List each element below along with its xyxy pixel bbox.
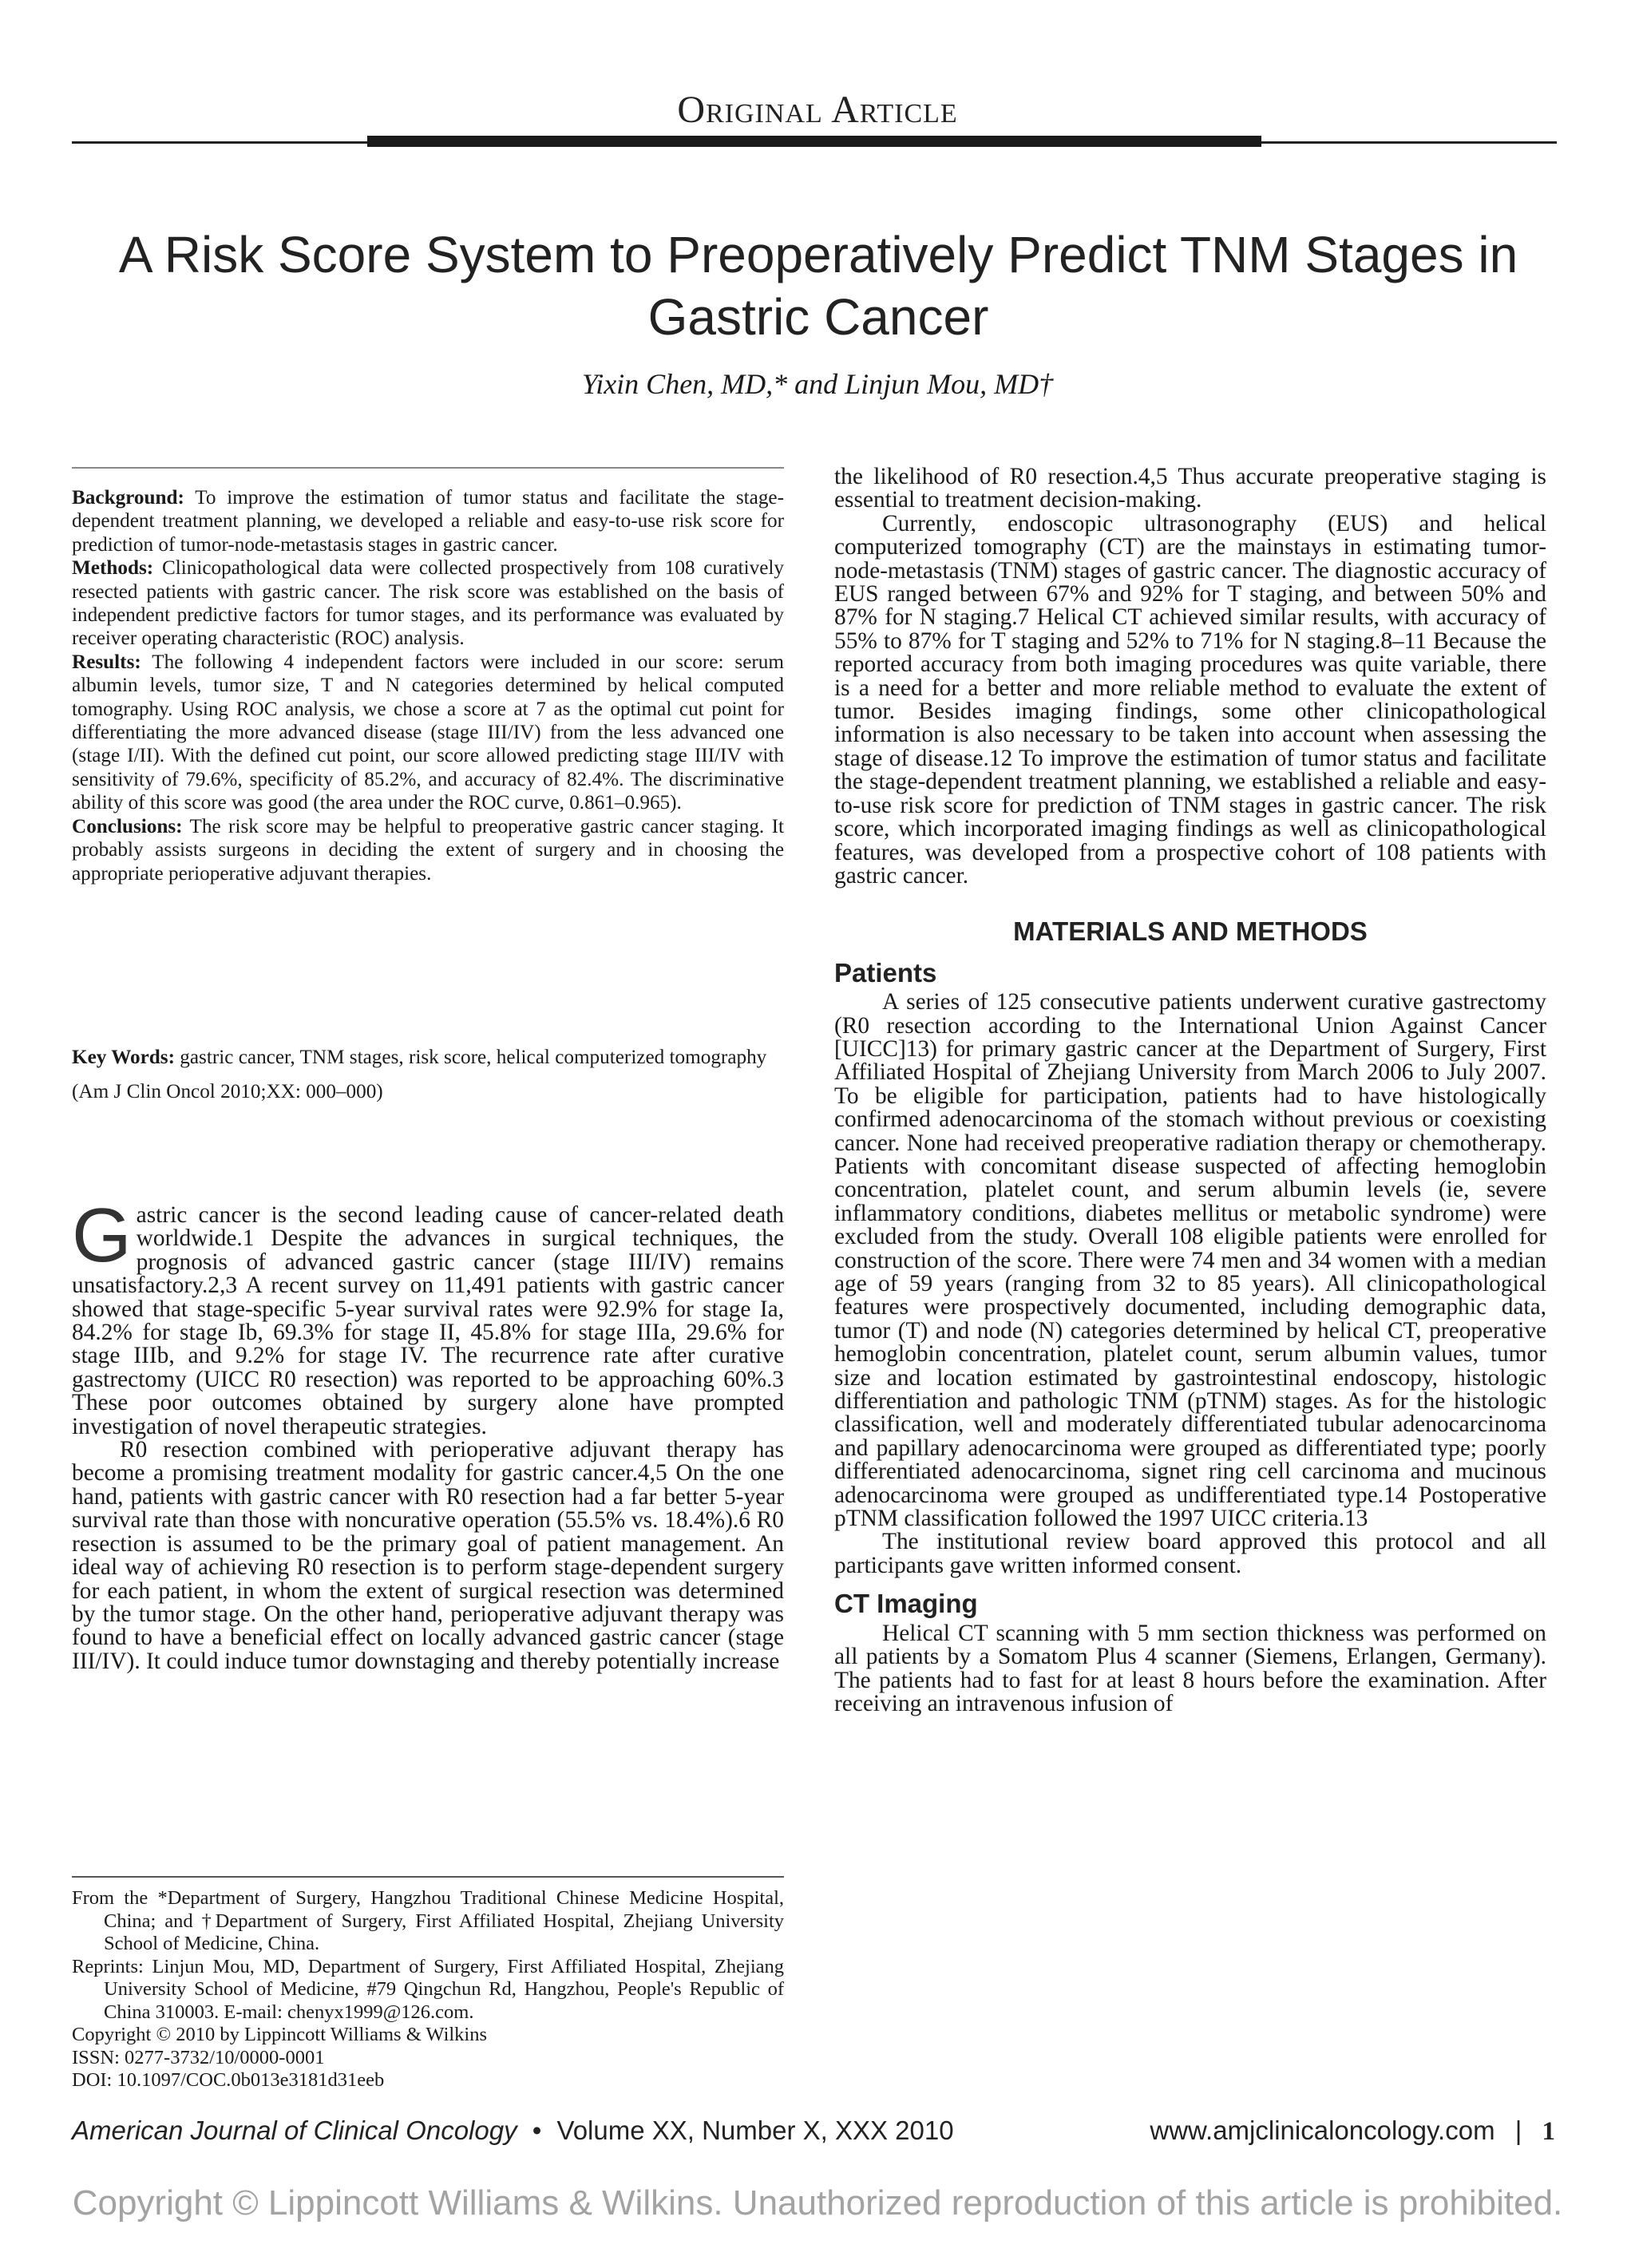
- footnotes: [72, 1876, 784, 2092]
- patients-paragraph: A series of 125 consecutive patients underwent curative gastrectomy (R0 resection according to the International Union Against Cancer [UICC]13) for primary gastric cancer at the Department of Surgery, First Affiliated Hospital of Zhejiang University from March 2006 to July 2007. To be eligible for participation, patients had to have histologically confirmed adenocarcinoma of the stomach without previous or coexisting cancer. None had received preoperative radiation therapy or chemotherapy. Patients with concomitant disease suspected of affecting hemoglobin concentration, platelet count, and serum albumin levels (ie, severe inflammatory conditions, diabetes mellitus or metabolic syndrome) were excluded from the study. Overall 108 eligible patients were enrolled for construction of the score. There were 74 men and 34 women with a median age of 59 years (ranging from 32 to 85 years). All clinicopathological features were prospectively documented, including demographic data, tumor (T) and node (N) categories determined by helical CT, preoperative hemoglobin concentration, platelet count, serum albumin values, tumor size and location estimated by gastrointestinal endoscopy, histologic differentiation and pathologic TNM (pTNM) stages. As for the histologic classification, well and moderately differentiated tubular adenocarcinoma and papillary adenocarcinoma were grouped as differentiated type; poorly differentiated adenocarcinoma, signet ring cell carcinoma and mucinous adenocarcinoma were grouped as undifferentiated type.14 Postoperative pTNM classification followed the 1997 UICC criteria.13: [834, 989, 1546, 1532]
- abstract: [72, 467, 784, 885]
- methods-heading: MATERIALS AND METHODS: [1013, 916, 1368, 947]
- footer-separator: |: [1514, 2116, 1522, 2145]
- irb-paragraph: The institutional review board approved this protocol and all participants gave written informed consent.: [834, 1529, 1546, 1578]
- footer-right: [1150, 2116, 1555, 2147]
- page-number: 1: [1542, 2117, 1555, 2146]
- ct-paragraph: Helical CT scanning with 5 mm section thickness was performed on all patients by a Somatom Plus 4 scanner (Siemens, Erlangen, Germany). The patients had to fast for at least 8 hours before the examination. After receiving an intravenous infusion of: [834, 1620, 1546, 1716]
- keywords: [72, 1046, 784, 1069]
- intro-text-1: astric cancer is the second leading cause of cancer-related death worldwide.1 Despite the advances in surgical techniques, the prognosis of advanced gastric cancer (stage III/IV) remains unsatisfactory.2,3 A recent survey on 11,491 patients with gastric cancer showed that stage-specific 5-year survival rates were 92.9% for stage Ia, 84.2% for stage Ib, 69.3% for stage II, 45.8% for stage IIIa, 29.6% for stage IIIb, and 9.2% for stage IV. The recurrence rate after curative gastrectomy (UICC R0 resection) was reported to be approaching 60%.3 These poor outcomes obtained by surgery alone have prompted investigation of novel therapeutic strategies.: [72, 1202, 784, 1439]
- conclusions-text: The risk score may be helpful to preoperative gastric cancer staging. It probably assists surgeons in deciding the extent of surgery and in choosing the appropriate perioperative adjuvant therapies.: [72, 815, 784, 885]
- results-label: Results:: [72, 651, 141, 673]
- journal-url[interactable]: www.amjclinicaloncology.com: [1150, 2116, 1495, 2145]
- patients-heading: Patients: [834, 957, 937, 988]
- footer-bullet: •: [532, 2116, 542, 2145]
- footnote-affiliation: From the *Department of Surgery, Hangzhou Traditional Chinese Medicine Hospital, China; and †Department of Surgery, First Affiliated Hospital, Zhejiang University School of Medicine, China.: [72, 1887, 784, 1954]
- article-title: A Risk Score System to Preoperatively Predict TNM Stages in Gastric Cancer: [118, 226, 1518, 346]
- footnote-copyright: Copyright © 2010 by Lippincott Williams & Wilkins: [72, 2024, 488, 2045]
- citation: (Am J Clin Oncol 2010;XX: 000–000): [72, 1081, 383, 1103]
- methods-label: Methods:: [72, 557, 154, 580]
- copyright-watermark: Copyright © Lippincott Williams & Wilkins. Unauthorized reproduction of this article is prohibited.: [72, 2183, 1563, 2222]
- abstract-background: [72, 486, 784, 556]
- drop-cap: G: [72, 1193, 132, 1278]
- intro-paragraph-current: Currently, endoscopic ultrasonography (EUS) and helical computerized tomography (CT) are the mainstays in estimating tumor-node-metastasis (TNM) stages of gastric cancer. The diagnostic accuracy of EUS ranged between 67% and 92% for T staging, and between 50% and 87% for N staging.7 Helical CT achieved similar results, with accuracy of 55% to 87% for T staging and 52% to 71% for N staging.8–11 Because the reported accuracy from both imaging procedures was quite variable, there is a need for a better and more reliable method to evaluate the extent of tumor. Besides imaging findings, some other clinicopathological information is also necessary to be taken into account when assessing the stage of disease.12 To improve the estimation of tumor status and facilitate the stage-dependent treatment planning, we established a reliable and easy-to-use risk score for prediction of TNM stages in gastric cancer. The risk score, which incorporated imaging findings as well as clinicopathological features, was developed from a prospective cohort of 108 patients with gastric cancer.: [834, 510, 1546, 889]
- background-label: Background:: [72, 487, 184, 509]
- conclusions-label: Conclusions:: [72, 815, 183, 837]
- background-text: To improve the estimation of tumor status and facilitate the stage-dependent treatment planning, we developed a reliable and easy-to-use risk score for prediction of tumor-node-metastasis stages in gastric cancer.: [72, 487, 784, 556]
- results-text: The following 4 independent factors were included in our score: serum albumin levels, tumor size, T and N categories determined by helical computed tomography. Using ROC analysis, we chose a score at 7 as the optimal cut point for differentiating the more advanced disease (stage III/IV) from the less advanced one (stage I/II). With the defined cut point, our score allowed predicting stage III/IV with sensitivity of 79.6%, specificity of 85.2%, and accuracy of 82.4%. The discriminative ability of this score was good (the area under the ROC curve, 0.861–0.965).: [72, 651, 784, 814]
- keywords-block: [72, 1046, 784, 1115]
- footnote-reprints: Reprints: Linjun Mou, MD, Department of Surgery, First Affiliated Hospital, Zhejiang University School of Medicine, #79 Qingchun Rd, Hangzhou, People's Republic of China 310003. E-mail: chenyx1999@126.com.: [72, 1955, 784, 2023]
- methods-text: Clinicopathological data were collected prospectively from 108 curatively resected patients with gastric cancer. The risk score was established on the basis of independent predictive factors for tumor stages, and its performance was evaluated by receiver operating characteristic (ROC) analysis.: [72, 557, 785, 650]
- footnote-issn: ISSN: 0277-3732/10/0000-0001: [72, 2046, 325, 2068]
- article-authors: Yixin Chen, MD,* and Linjun Mou, MD†: [581, 368, 1054, 400]
- section-label: Original Article: [677, 89, 958, 131]
- abstract-methods: [72, 556, 784, 651]
- volume-info: Volume XX, Number X, XXX 2010: [556, 2116, 954, 2145]
- right-column: [834, 465, 1546, 1716]
- intro-paragraph-1: [72, 1193, 784, 1439]
- keywords-text: gastric cancer, TNM stages, risk score, helical computerized tomography: [180, 1047, 767, 1068]
- intro-continuation: the likelihood of R0 resection.4,5 Thus accurate preoperative staging is essential to treatment decision-making.: [834, 464, 1546, 513]
- footnote-doi: DOI: 10.1097/COC.0b013e3181d31eeb: [72, 2069, 385, 2091]
- abstract-results: [72, 651, 784, 815]
- keywords-label: Key Words:: [72, 1047, 175, 1068]
- header-rule-thick: [367, 136, 1261, 147]
- footer-journal: [72, 2116, 954, 2146]
- intro-column: [72, 1193, 784, 1674]
- journal-name: American Journal of Clinical Oncology: [72, 2116, 517, 2145]
- ct-imaging-heading: CT Imaging: [834, 1589, 978, 1619]
- intro-paragraph-2: R0 resection combined with perioperative adjuvant therapy has become a promising treatment modality for gastric cancer.4,5 On the one hand, patients with gastric cancer with R0 resection had a far better 5-year survival rate than those with noncurative operation (55.5% vs. 18.4%).6 R0 resection is assumed to be the primary goal of patient management. An ideal way of achieving R0 resection is to perform stage-dependent surgery for each patient, in whom the extent of surgical resection was determined by the tumor stage. On the other hand, perioperative adjuvant therapy was found to have a beneficial effect on locally advanced gastric cancer (stage III/IV). It could induce tumor downstaging and thereby potentially increase: [72, 1437, 784, 1674]
- abstract-conclusions: [72, 815, 784, 885]
